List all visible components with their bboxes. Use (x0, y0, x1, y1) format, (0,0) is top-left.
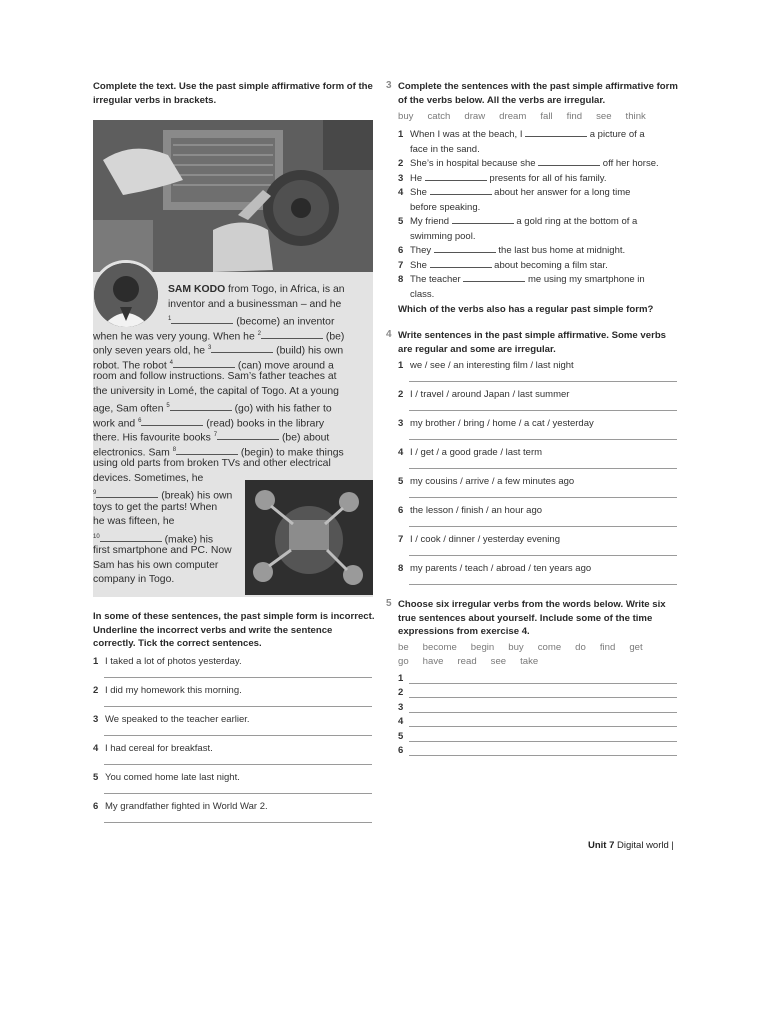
reading-text-run: Sam has his own computer (93, 559, 219, 571)
footer-unit: Unit 7 (588, 840, 615, 851)
reading-text-run: (read) books in the library (203, 417, 325, 429)
reading-text-run: (build) his own (273, 345, 344, 357)
item-number: 3 (398, 418, 404, 429)
item-number: 1 (398, 360, 404, 371)
ex3-question: Which of the verbs also has a regular past simple form? (398, 304, 654, 315)
item-number: 4 (398, 716, 404, 728)
item-number: 3 (398, 701, 404, 713)
reading-text-run: inventor and a businessman – and he (168, 298, 342, 310)
reading-text-run: room and follow instructions. Sam’s father teaches at (93, 371, 337, 382)
reading-text-run: the university in Lomé, the capital of Togo. At a young (93, 385, 339, 397)
item-number: 2 (93, 685, 99, 696)
answer-line[interactable] (409, 571, 677, 585)
reading-text-run: (be) (322, 330, 345, 342)
item-text: a picture of a (587, 129, 645, 140)
answer-line[interactable] (104, 751, 372, 765)
reading-text-run: using old parts from broken TVs and other electrical (93, 458, 331, 469)
item-prompt: I / travel / around Japan / last summer (410, 389, 570, 400)
item-prompt: I / get / a good grade / last term (410, 447, 543, 458)
item-text: My friend (410, 216, 452, 227)
item-text: He (410, 172, 425, 184)
answer-line[interactable] (409, 455, 677, 469)
gap-number: 5 (166, 403, 170, 409)
answer-blank[interactable] (261, 329, 323, 339)
reading-line (93, 501, 217, 516)
item-text: a gold ring at the bottom of a (513, 216, 638, 227)
reading-line (93, 457, 331, 472)
item-prompt: the lesson / finish / an hour ago (410, 505, 543, 516)
item-number: 1 (398, 673, 404, 684)
answer-line[interactable] (409, 743, 677, 756)
reading-text-run: work and (93, 417, 139, 429)
reading-text-run: there. His favourite books (93, 432, 214, 444)
reading-text-run: only seven years old, he (93, 345, 208, 357)
item-text: They (410, 245, 434, 256)
answer-line[interactable] (104, 722, 372, 736)
reading-line (168, 298, 341, 313)
answer-line[interactable] (409, 729, 677, 742)
item-prompt: my brother / bring / home / a cat / yesterday (410, 418, 594, 429)
answer-line[interactable] (409, 542, 677, 556)
gap-number: 7 (213, 432, 218, 438)
answer-line[interactable] (409, 368, 677, 382)
answer-blank[interactable] (96, 488, 158, 498)
item-number: 8 (398, 563, 404, 574)
item-number: 6 (93, 801, 99, 812)
item-text-cont: swimming pool. (410, 230, 476, 242)
item-number: 7 (398, 534, 404, 545)
reading-name-bold: SAM KODO (168, 284, 226, 295)
ex5-words-line1: be become begin buy come do find get (398, 642, 643, 653)
gap-number: 9 (93, 490, 97, 496)
item-number: 6 (398, 245, 404, 256)
reading-text-run: when he was very young. When he (93, 330, 258, 342)
item-text: She’s in hospital because she (410, 158, 539, 169)
answer-blank[interactable] (525, 127, 587, 137)
answer-line[interactable] (104, 664, 372, 678)
answer-blank[interactable] (434, 243, 496, 253)
item-text: the last bus home at midnight. (495, 245, 626, 256)
answer-line[interactable] (409, 714, 677, 727)
item-number: 3 (398, 172, 404, 184)
reading-text-run: first smartphone and PC. Now (93, 545, 232, 556)
reading-line (93, 385, 339, 400)
footer-title: Digital world (617, 840, 669, 851)
answer-blank[interactable] (430, 185, 492, 195)
reading-text-run: (break) his own (158, 490, 233, 502)
reading-text-run: (go) with his father to (231, 403, 332, 415)
ex3-item (398, 214, 683, 244)
item-text-cont: before speaking. (410, 201, 481, 213)
answer-blank[interactable] (425, 171, 487, 181)
item-text: off her horse. (600, 158, 659, 169)
author-photo-avatar (93, 260, 161, 330)
item-prompt: we / see / an interesting film / last night (410, 360, 574, 371)
item-text: She (410, 187, 430, 198)
item-text: presents for all of his family. (486, 172, 607, 184)
answer-blank[interactable] (430, 258, 492, 268)
gap-number: 4 (169, 359, 173, 366)
item-number: 2 (398, 158, 404, 169)
answer-line[interactable] (409, 513, 677, 527)
correction-instruction: In some of these sentences, the past simple form is incorrect. Underline the incorrect verbs and write the sentence correctly. Tick the correct sentences. (93, 611, 375, 649)
reading-text-run: devices. Sometimes, he (93, 472, 204, 484)
answer-line[interactable] (409, 671, 677, 684)
item-number: 5 (398, 216, 404, 227)
answer-line[interactable] (104, 780, 372, 794)
ex3-item (398, 127, 683, 157)
reading-text-run: he was fifteen, he (93, 516, 175, 527)
answer-line[interactable] (104, 809, 372, 823)
ex3-item (398, 156, 683, 172)
gap-number: 10 (93, 533, 100, 540)
item-number: 5 (398, 476, 404, 487)
ex5-instruction: Choose six irregular verbs from the words below. Write six true sentences about yourself. Include some of the time expressions from exercise 4. (398, 599, 666, 637)
answer-blank[interactable] (538, 156, 600, 166)
reading-text-run: (be) about (279, 432, 330, 444)
ex5-words-line2: go have read see take (398, 656, 539, 667)
answer-blank[interactable] (452, 214, 514, 224)
ex3-number: 3 (386, 80, 392, 91)
reading-line (168, 283, 345, 298)
gap-number: 1 (168, 316, 172, 322)
answer-blank[interactable] (141, 416, 203, 426)
answer-blank[interactable] (211, 343, 273, 353)
ex5-number: 5 (386, 598, 392, 609)
item-text: She (410, 259, 430, 271)
item-prompt: my parents / teach / abroad / ten years ago (410, 563, 592, 574)
computer-parts-photo (93, 120, 373, 272)
item-number: 7 (398, 259, 404, 271)
item-text: My grandfather fighted in World War 2. (105, 801, 268, 812)
item-number: 6 (398, 745, 404, 756)
answer-blank[interactable] (171, 314, 233, 324)
reading-line (93, 370, 337, 385)
item-text: The teacher (410, 274, 464, 285)
item-number: 4 (398, 447, 404, 458)
reading-text-run: age, Sam often (93, 403, 167, 415)
reading-text-run: (make) his (161, 533, 214, 545)
answer-line[interactable] (409, 484, 677, 498)
item-text: I did my homework this morning. (105, 685, 242, 696)
ex2-instruction: Complete the text. Use the past simple affirmative form of the irregular verbs in brackets. (93, 81, 373, 106)
answer-line[interactable] (409, 700, 677, 713)
item-text: I taked a lot of photos yesterday. (105, 656, 242, 667)
answer-line[interactable] (409, 397, 677, 411)
footer-divider: | (671, 840, 674, 851)
reading-text-run: company in Togo. (93, 574, 175, 585)
robot-photo (245, 480, 373, 595)
item-number: 1 (398, 129, 404, 140)
reading-line (93, 573, 174, 588)
reading-text-run: (begin) to make things (238, 446, 344, 458)
item-prompt: my cousins / arrive / a few minutes ago (410, 476, 575, 487)
ex4-instruction: Write sentences in the past simple affirmative. Some verbs are regular and some are irregular. (398, 330, 667, 355)
gap-number: 3 (207, 345, 212, 351)
answer-blank[interactable] (217, 430, 279, 440)
reading-text-run: (can) move around a (234, 359, 334, 371)
gap-number: 2 (257, 330, 261, 337)
item-number: 4 (93, 743, 99, 754)
answer-blank[interactable] (173, 358, 235, 368)
item-number: 5 (398, 730, 404, 742)
answer-line[interactable] (409, 685, 677, 698)
answer-blank[interactable] (170, 401, 232, 411)
item-number: 5 (93, 772, 99, 783)
ex3-item (398, 243, 683, 259)
reading-line (93, 544, 232, 559)
reading-line (93, 472, 203, 487)
reading-text-run: from Togo, in Africa, is an (225, 284, 345, 295)
gap-number: 6 (138, 417, 142, 424)
item-number: 2 (398, 687, 404, 699)
reading-text-run: toys to get the parts! When (93, 501, 218, 513)
item-number: 3 (93, 714, 99, 725)
item-text: When I was at the beach, I (410, 129, 526, 140)
answer-blank[interactable] (176, 445, 238, 455)
ex3-instruction: Complete the sentences with the past simple affirmative form of the verbs below. All the verbs are irregular. (398, 81, 678, 106)
ex3-item (398, 185, 683, 215)
ex3-item (398, 258, 683, 274)
item-text: You comed home late last night. (105, 772, 240, 783)
ex3-item (398, 171, 683, 187)
reading-line (93, 515, 174, 530)
item-number: 8 (398, 274, 404, 285)
ex3-item (398, 272, 683, 302)
item-text-cont: class. (410, 288, 435, 300)
item-text: We speaked to the teacher earlier. (105, 714, 250, 725)
ex3-word-bank: buy catch draw dream fall find see think (398, 111, 646, 122)
answer-line[interactable] (104, 693, 372, 707)
item-number: 1 (93, 656, 99, 667)
gap-number: 8 (172, 446, 177, 453)
page-footer (588, 840, 674, 851)
reading-text-run: robot. The robot (93, 359, 170, 371)
item-text-cont: face in the sand. (410, 143, 480, 155)
answer-blank[interactable] (100, 532, 162, 542)
reading-text-run: electronics. Sam (93, 446, 173, 458)
item-text: me using my smartphone in (525, 274, 645, 285)
item-text: about becoming a film star. (491, 259, 608, 271)
ex4-number: 4 (386, 329, 392, 340)
reading-text-run: (become) an inventor (233, 316, 335, 328)
reading-line (93, 559, 218, 574)
item-number: 2 (398, 389, 404, 400)
item-prompt: I / cook / dinner / yesterday evening (410, 534, 560, 545)
item-number: 6 (398, 505, 404, 516)
item-number: 4 (398, 187, 404, 198)
answer-line[interactable] (409, 426, 677, 440)
answer-blank[interactable] (463, 272, 525, 282)
item-text: about her answer for a long time (491, 187, 631, 198)
item-text: I had cereal for breakfast. (105, 743, 213, 754)
